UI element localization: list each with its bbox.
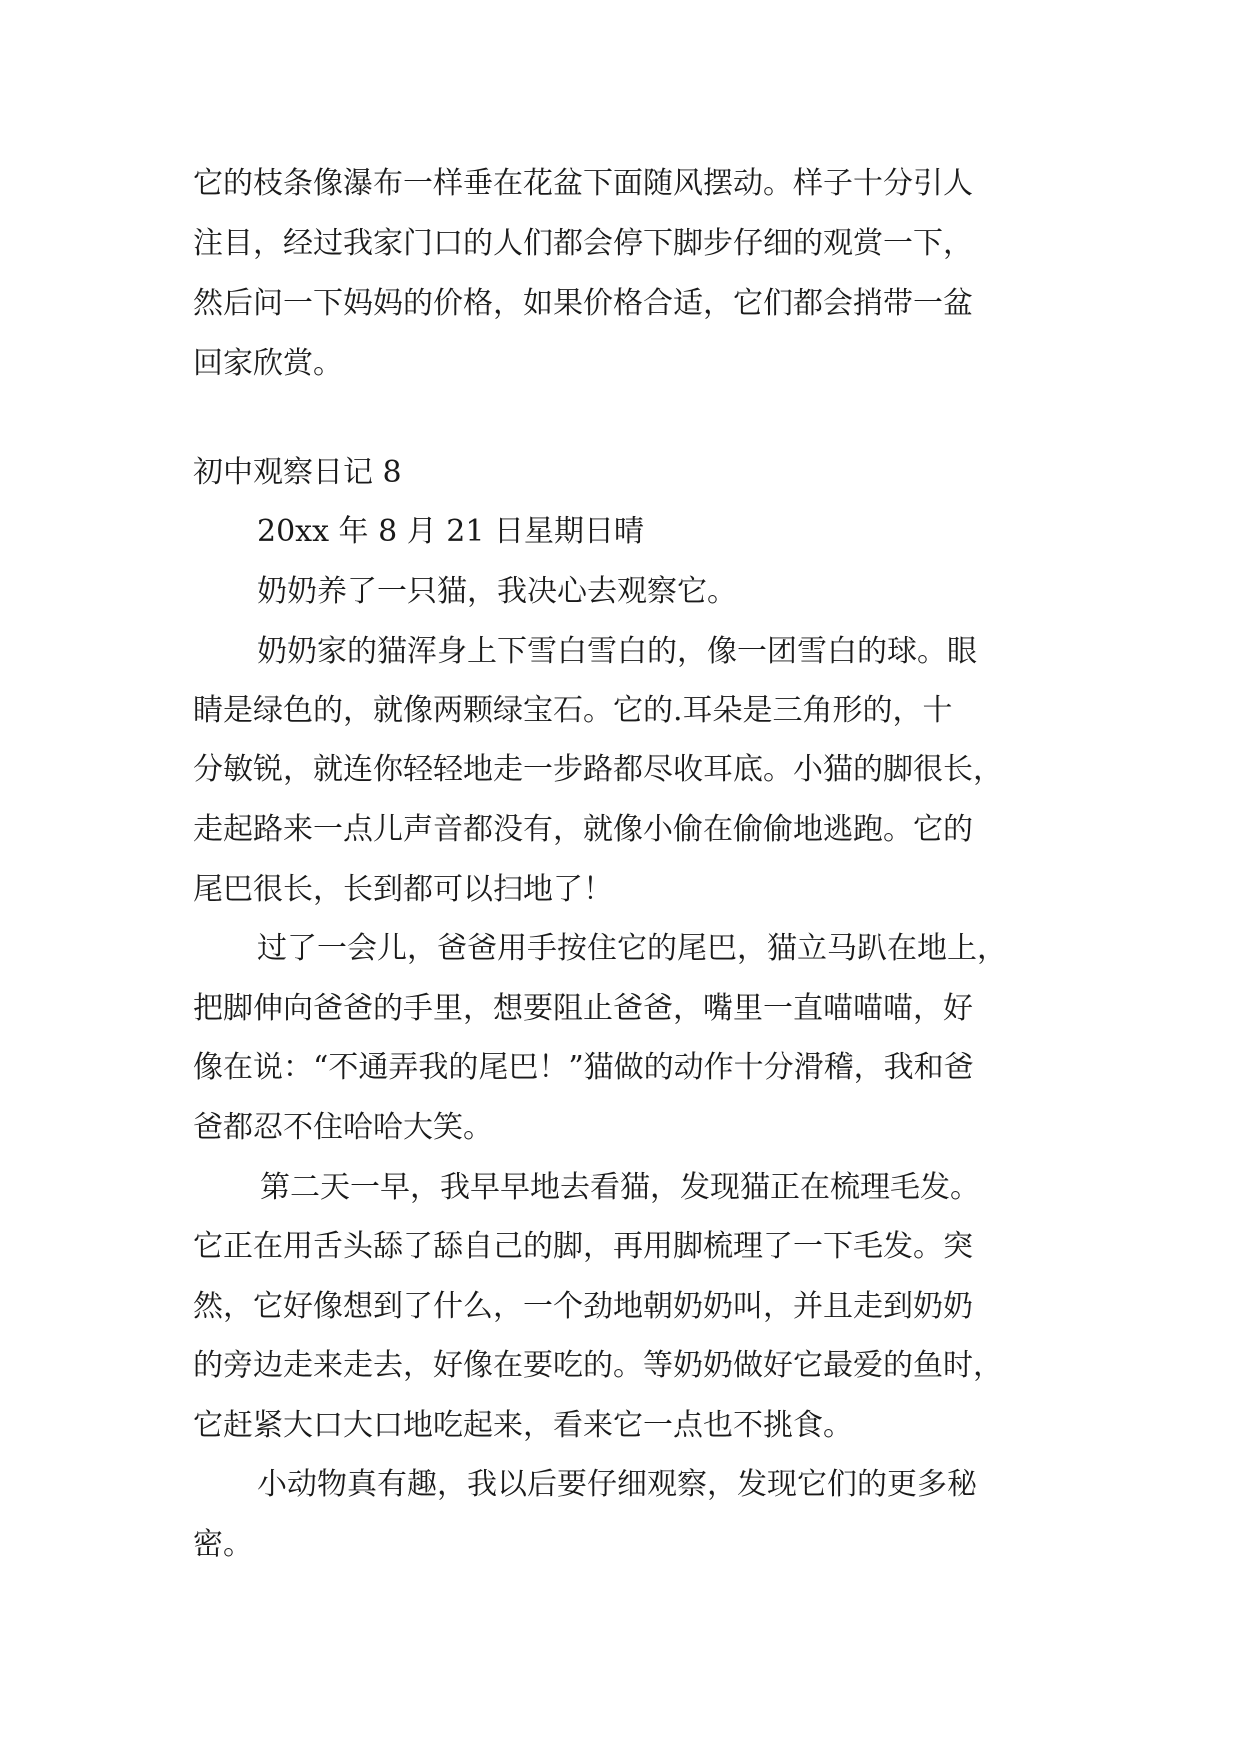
text-line: 奶奶养了一只猫，我决心去观察它。 <box>257 574 737 609</box>
text-line: 像在说：“不通弄我的尾巴！”猫做的动作十分滑稽，我和爸 <box>193 1050 974 1085</box>
text-line: 小动物真有趣，我以后要仔细观察，发现它们的更多秘 <box>257 1467 977 1502</box>
text-line: 它赶紧大口大口地吃起来，看来它一点也不挑食。 <box>193 1408 853 1443</box>
text-line: 过了一会儿，爸爸用手按住它的尾巴，猫立马趴在地上， <box>257 931 1007 966</box>
text-line: 分敏锐，就连你轻轻地走一步路都尽收耳底。小猫的脚很长， <box>193 752 1003 787</box>
text-line: 的旁边走来走去，好像在要吃的。等奶奶做好它最爱的鱼时， <box>193 1348 1003 1383</box>
text-line: 它正在用舌头舔了舔自己的脚，再用脚梳理了一下毛发。突 <box>193 1229 973 1264</box>
text-line: 爸都忍不住哈哈大笑。 <box>193 1110 493 1145</box>
text-line: 奶奶家的猫浑身上下雪白雪白的，像一团雪白的球。眼 <box>257 634 977 669</box>
text-line: 睛是绿色的，就像两颗绿宝石。它的.耳朵是三角形的，十 <box>193 693 953 728</box>
text-line: 走起路来一点儿声音都没有，就像小偷在偷偷地逃跑。它的 <box>193 812 973 847</box>
text-line: 然后问一下妈妈的价格，如果价格合适，它们都会捎带一盆 <box>193 286 973 321</box>
text-line: 把脚伸向爸爸的手里，想要阻止爸爸，嘴里一直喵喵喵，好 <box>193 991 973 1026</box>
text-line: 然，它好像想到了什么，一个劲地朝奶奶叫，并且走到奶奶 <box>193 1289 973 1324</box>
section-title: 初中观察日记 8 <box>193 455 402 490</box>
text-line: 第二天一早，我早早地去看猫，发现猫正在梳理毛发。 <box>260 1170 980 1205</box>
text-line: 密。 <box>193 1527 253 1562</box>
date-line: 20xx 年 8 月 21 日星期日晴 <box>257 514 644 549</box>
text-line: 回家欣赏。 <box>193 346 343 381</box>
text-line: 它的枝条像瀑布一样垂在花盆下面随风摆动。样子十分引人 <box>193 166 973 201</box>
text-line: 尾巴很长，长到都可以扫地了！ <box>193 872 613 907</box>
text-line: 注目，经过我家门口的人们都会停下脚步仔细的观赏一下， <box>193 226 973 261</box>
